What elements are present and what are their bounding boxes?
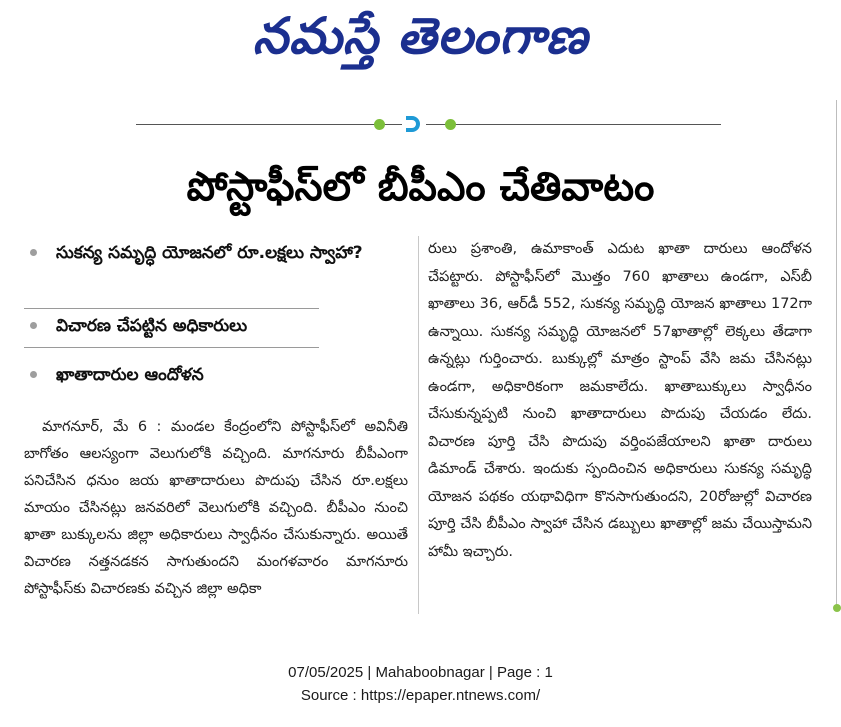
left-column	[24, 236, 408, 603]
logo-dot-right	[445, 119, 456, 130]
bullet-icon	[30, 249, 37, 256]
header-rule	[136, 124, 721, 125]
highlight-item	[24, 236, 408, 308]
highlight-item	[24, 309, 408, 347]
highlight-text: విచారణ చేపట్టిన అధికారులు	[56, 316, 248, 336]
column-divider	[418, 236, 419, 614]
page-edge-dot	[833, 604, 841, 612]
footer-source: Source : https://epaper.ntnews.com/	[300, 687, 541, 704]
article-body-right: రులు ప్రశాంతి, ఉమాకాంత్ ఎదుట ఖాతా దారులు ఆందోళన చేపట్టారు. పోస్టాఫీస్‌లో మొత్తం 760 ఖాతాలు ఉండగా, ఎస్‌బీ ఖాతాలు 36, ఆర్‌డీ 552, సుకన్య సమృద్ధి యోజన ఖాతాలు 172గా ఉన్నాయి. సుకన్య సమృద్ధి యోజనలో 57ఖాతాల్లో లెక్కలు తేడాగా ఉన్నట్లు గుర్తించారు. బుక్కుల్లో మాత్రం స్టాంప్ వేసి జమ చేసినట్లు ఉండగా, అధికారికంగా జమకాలేదు. ఖాతాబుక్కులు స్వాధీనం చేసుకున్నప్పటి నుంచి ఖాతాదారులు పొదుపు చేయడం లేదు. విచారణ పూర్తి చేసి పొదుపు వర్తింపజేయాలని ఖాతా దారులు డిమాండ్ చేశారు. ఇందుకు స్పందించిన అధికారులు సుకన్య సమృద్ధి యోజన పథకం యథావిధిగా కొనసాగుతుందని, 20రోజుల్లో విచారణ పూర్తి చేసి బీపీఎం స్వాహా చేసిన డబ్బులు ఖాతాల్లో జమ చేయిస్తామని హామీ ఇచ్చారు.	[428, 241, 812, 560]
bullet-icon	[30, 322, 37, 329]
publication-logo-icon	[402, 114, 426, 134]
article-body-left: మాగనూర్, మే 6 : మండల కేంద్రంలోని పోస్టాఫీస్‌లో అవినీతి బాగోతం ఆలస్యంగా వెలుగులోకి వచ్చింది. మాగనూరు బీపీఎంగా పనిచేసిన ధనుం జయ ఖాతాదారులు పొదుపు చేసిన రూ.లక్షలు మాయం చేసినట్లు జనవరిలో వెలుగులోకి వచ్చింది. బీపీఎం నుంచి ఖాతా బుక్కులను జిల్లా అధికారులు స్వాధీనం చేసుకున్నారు. అయితే విచారణ నత్తనడకన సాగుతుందని మంగళవారం మాగనూరు పోస్టాఫీస్‌కు విచారణకు వచ్చిన జిల్లా అధికా	[24, 419, 408, 597]
highlight-separator	[24, 347, 319, 348]
highlight-text: ఖాతాదారుల ఆందోళన	[56, 365, 204, 385]
masthead-logo: నమస్తే తెలంగాణ	[252, 7, 589, 65]
article-headline: పోస్టాఫీస్‌లో బీపీఎం చేతివాటం	[186, 164, 655, 210]
footer-meta: 07/05/2025 | Mahaboobnagar | Page : 1	[288, 664, 553, 681]
logo-dot-left	[374, 119, 385, 130]
bullet-icon	[30, 371, 37, 378]
highlight-text: సుకన్య సమృద్ధి యోజనలో రూ.లక్షలు స్వాహా?	[56, 243, 363, 263]
highlight-item	[24, 358, 408, 398]
